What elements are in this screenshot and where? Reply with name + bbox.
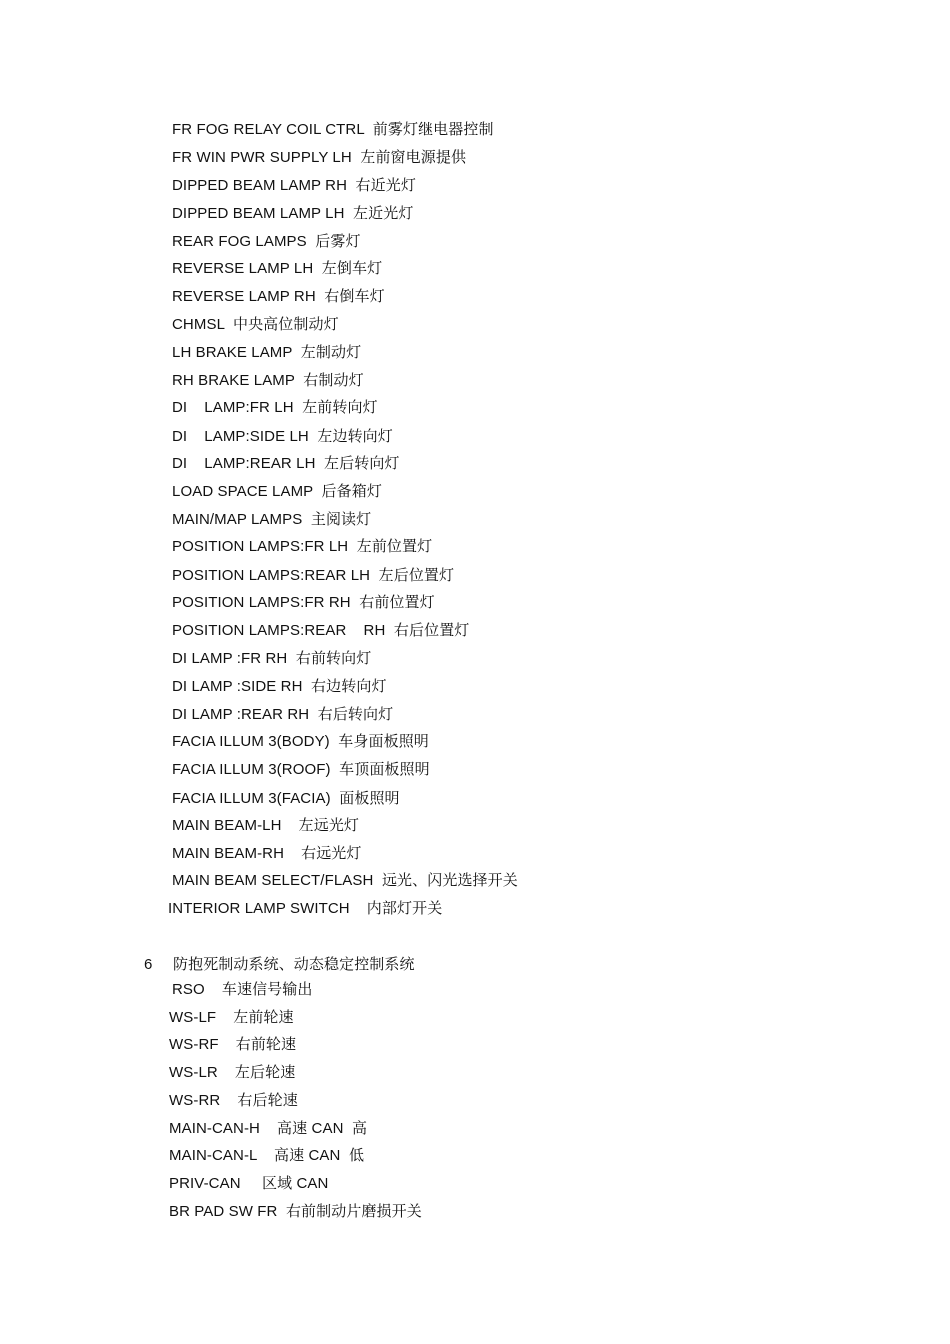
list-item-main-can-l: MAIN-CAN-L 高速 CAN 低	[169, 1147, 365, 1164]
list-item-di-fr-lh: DI LAMP:FR LH 左前转向灯	[172, 399, 378, 416]
list-item-main-beam-rh: MAIN BEAM-RH 右远光灯	[172, 845, 362, 862]
list-item-pos-rear-lh: POSITION LAMPS:REAR LH 左后位置灯	[172, 567, 455, 584]
list-item-di-rear-rh: DI LAMP :REAR RH 右后转向灯	[172, 706, 394, 723]
list-item-dipped-beam-rh: DIPPED BEAM LAMP RH 右近光灯	[172, 177, 416, 194]
list-item-facia-facia: FACIA ILLUM 3(FACIA) 面板照明	[172, 790, 400, 807]
list-item-reverse-rh: REVERSE LAMP RH 右倒车灯	[172, 288, 385, 305]
list-item-ws-lf: WS-LF 左前轮速	[169, 1009, 294, 1026]
list-item-rh-brake: RH BRAKE LAMP 右制动灯	[172, 372, 364, 389]
list-item-ws-rr: WS-RR 右后轮速	[169, 1092, 298, 1109]
list-item-di-side-lh: DI LAMP:SIDE LH 左边转向灯	[172, 428, 393, 445]
list-item-facia-body: FACIA ILLUM 3(BODY) 车身面板照明	[172, 733, 429, 750]
list-item-di-fr-rh: DI LAMP :FR RH 右前转向灯	[172, 650, 372, 667]
list-item-pos-rear-rh: POSITION LAMPS:REAR RH 右后位置灯	[172, 622, 470, 639]
list-item-interior-lamp-switch: INTERIOR LAMP SWITCH 内部灯开关	[168, 900, 443, 917]
list-item-main-beam-lh: MAIN BEAM-LH 左远光灯	[172, 817, 360, 834]
list-item-priv-can: PRIV-CAN 区域 CAN	[169, 1175, 329, 1192]
list-item-pos-fr-rh: POSITION LAMPS:FR RH 右前位置灯	[172, 594, 435, 611]
list-item-lh-brake: LH BRAKE LAMP 左制动灯	[172, 344, 362, 361]
list-item-main-map: MAIN/MAP LAMPS 主阅读灯	[172, 511, 372, 528]
list-item-main-beam-select: MAIN BEAM SELECT/FLASH 远光、闪光选择开关	[172, 872, 518, 889]
list-item-di-rear-lh: DI LAMP:REAR LH 左后转向灯	[172, 455, 400, 472]
list-item-di-side-rh: DI LAMP :SIDE RH 右边转向灯	[172, 678, 387, 695]
list-item-rso: RSO 车速信号输出	[172, 981, 313, 998]
list-item-dipped-beam-lh: DIPPED BEAM LAMP LH 左近光灯	[172, 205, 414, 222]
list-item-fr-win-pwr: FR WIN PWR SUPPLY LH 左前窗电源提供	[172, 149, 467, 166]
list-item-rear-fog: REAR FOG LAMPS 后雾灯	[172, 233, 361, 250]
list-item-ws-lr: WS-LR 左后轮速	[169, 1064, 296, 1081]
list-item-chmsl: CHMSL 中央高位制动灯	[172, 316, 339, 333]
section-title: 防抱死制动系统、动态稳定控制系统	[173, 956, 415, 973]
list-item-pos-fr-lh: POSITION LAMPS:FR LH 左前位置灯	[172, 538, 433, 555]
list-item-reverse-lh: REVERSE LAMP LH 左倒车灯	[172, 260, 383, 277]
list-item-br-pad-sw-fr: BR PAD SW FR 右前制动片磨损开关	[169, 1203, 422, 1220]
list-item-load-space: LOAD SPACE LAMP 后备箱灯	[172, 483, 382, 500]
section-number: 6	[144, 956, 153, 973]
list-item-facia-roof: FACIA ILLUM 3(ROOF) 车顶面板照明	[172, 761, 430, 778]
list-item-main-can-h: MAIN-CAN-H 高速 CAN 高	[169, 1120, 368, 1137]
list-item-fr-fog-relay: FR FOG RELAY COIL CTRL 前雾灯继电器控制	[172, 121, 494, 138]
list-item-ws-rf: WS-RF 右前轮速	[169, 1036, 297, 1053]
